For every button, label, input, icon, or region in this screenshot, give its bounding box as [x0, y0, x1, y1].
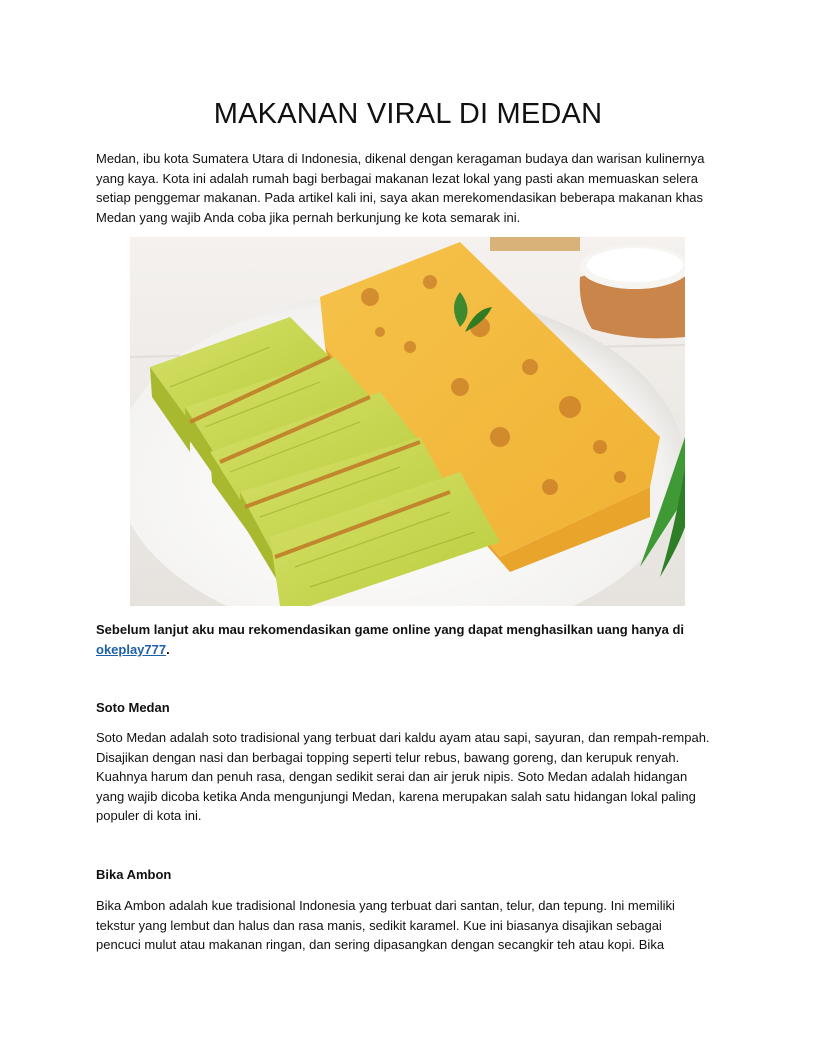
intro-paragraph: Medan, ibu kota Sumatera Utara di Indonesia, dikenal dengan keragaman budaya dan warisan kulinernya yang kaya. Kota ini adalah rumah bagi berbagai makanan lezat lokal yang pasti akan memuaskan selera setiap penggemar makanan. Pada artikel kali ini, saya akan merekomendasikan beberapa makanan khas Medan yang wajib Anda coba jika pernah berkunjung ke kota semarak ini.: [96, 151, 705, 225]
section-heading-bika-ambon: Bika Ambon: [96, 867, 172, 882]
promo-end: .: [166, 641, 170, 657]
section-body-bika-ambon: Bika Ambon adalah kue tradisional Indonesia yang terbuat dari santan, telur, dan tepung. Ini memiliki tekstur yang lembut dan halus dan rasa manis, sedikit karamel. Kue ini biasanya disajikan sebagai pencuci mulut atau makanan ringan, dan sering dipasangkan dengan secangkir teh atau kopi. Bika: [96, 898, 675, 953]
promo-paragraph: [96, 620, 710, 659]
page-title: MAKANAN VIRAL DI MEDAN: [213, 98, 603, 130]
bika-ambon-photo: [130, 237, 685, 606]
section-heading-soto-medan: Soto Medan: [96, 700, 170, 715]
section-body-soto-medan: Soto Medan adalah soto tradisional yang terbuat dari kaldu ayam atau sapi, sayuran, dan rempah-rempah. Disajikan dengan nasi dan berbagai topping seperti telur rebus, bawang goreng, dan kerupuk renyah. Kuahnya harum dan penuh rasa, dengan sedikit serai dan air jeruk nipis. Soto Medan adalah hidangan yang wajib dicoba ketika Anda mengunjungi Medan, karena merupakan salah satu hidangan lokal paling populer di kota ini.: [96, 730, 710, 824]
promo-text: Sebelum lanjut aku mau rekomendasikan game online yang dapat menghasilkan uang hanya di: [96, 622, 685, 637]
promo-link[interactable]: okeplay777: [96, 641, 167, 657]
